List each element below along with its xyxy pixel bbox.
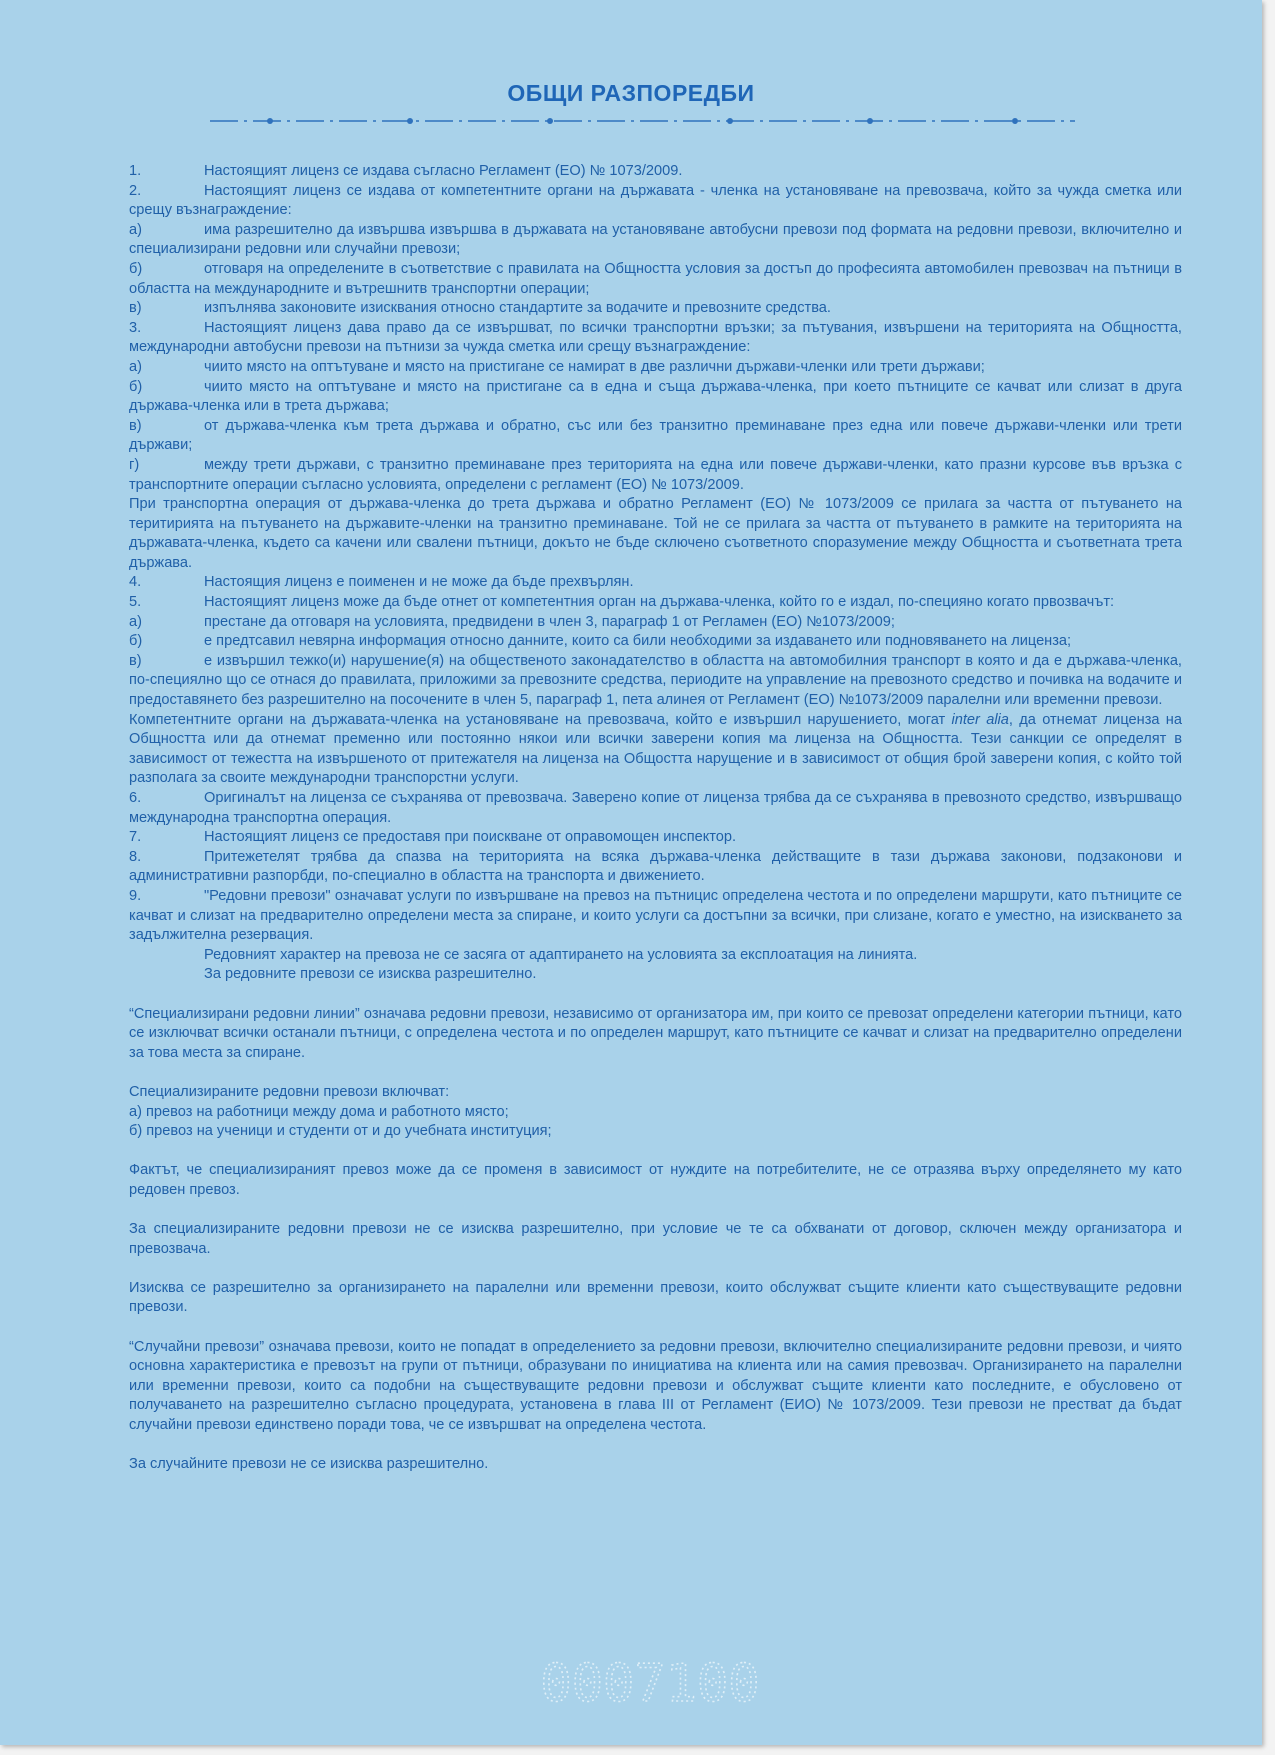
provision-text: Настоящия лиценз е поименен и не може да бъде прехвърлян. bbox=[204, 574, 634, 591]
provision-text: , да отнемат лиценза на Общността или да отнемат пременно или постоянно някои или всички заверени копия ма лиценза на Общността. Тези санкции се определят в зависимост от тежестта на извършеното от притежателя на лиценза на Общостта нарущение и в зависимост от общия брой заверени копия, с който той разполага за своите международни транспорстни услуги. bbox=[129, 711, 1182, 787]
provision-item bbox=[129, 632, 1182, 652]
provision-text: е извършил тежко(и) нарушение(я) на общественото законадателство в областта на автомобилния транспорт в която и да е държава-членка, по-специялно що се отнася до правилата, приложими за превозните средства, периодите на управление на превозното средство и почивка на водачите и предоставянето без разрешително на посочените в член 5, параграф 1, пета алинея от Регламент (ЕО) №1073/2009 паралелни или временни превози. bbox=[129, 652, 1182, 709]
provision-number: в) bbox=[129, 417, 142, 434]
provision-item bbox=[129, 299, 1182, 319]
provision-text: Настоящият лиценз се издава от компетентните органи на държавата - членка на установяване на превозвача, който за чужда сметка или срещу възнаграждение: bbox=[129, 182, 1182, 219]
provision-paragraph bbox=[129, 1005, 1182, 1064]
provision-text: отговаря на определените в съответствие с правилата на Общността условия за достъп до професията автомобилен превозвач на пътници в областта на международните и вътрешнитв транспортни операции; bbox=[129, 260, 1182, 297]
provision-item bbox=[129, 593, 1182, 613]
provision-paragraph bbox=[129, 1279, 1182, 1318]
provision-text: Настоящият лиценз може да бъде отнет от компетентния орган на държава-членка, който го е издал, по-специяно когато првозвачът: bbox=[204, 594, 1115, 611]
provision-text: "Редовни превози" означават услуги по извършване на превоз на пътницис определена честота и по определени маршрути, като пътниците се качват и слизат на предварително определени места за спиране, и които услуги са достъпни за всички, при слизане, когато е уместно, на изискването за задължителна резервация. bbox=[129, 887, 1182, 944]
provision-number: 1. bbox=[129, 163, 142, 179]
provision-number: в) bbox=[129, 652, 142, 669]
provision-paragraph bbox=[129, 1122, 1182, 1142]
provision-item bbox=[129, 358, 1182, 378]
embossed-serial-number bbox=[530, 1653, 770, 1713]
provision-number: г) bbox=[129, 456, 140, 473]
provision-text: чиито място на оптътуване и място на пристигане се намират в две различни държави-членки или трети държави; bbox=[204, 358, 985, 375]
provision-number: 4. bbox=[129, 574, 142, 591]
provision-paragraph bbox=[129, 965, 1182, 985]
paragraph-spacer bbox=[129, 1063, 1182, 1083]
provision-paragraph bbox=[129, 1220, 1182, 1259]
provision-number: 6. bbox=[129, 790, 142, 806]
provision-number: 5. bbox=[129, 594, 142, 611]
latin-phrase: inter alia bbox=[951, 711, 1009, 728]
provisions-text bbox=[129, 162, 1182, 1475]
provision-text: “Специализирани редовни линии” означава редовни превози, независимо от организатора им, при които се превозат определени категории пътници, като се изключват всички останали пътници, с определена честота и по определен маршрут, като пътниците се качват и слизат на предварително определени за това места за спиране. bbox=[129, 1005, 1182, 1061]
provision-text: от държава-членка към трета държава и обратно, със или без транзитно преминаване през една или повече държави-членки или трети държави; bbox=[129, 417, 1182, 454]
provision-text: За случайните превози не се изисква разрешително. bbox=[129, 1456, 489, 1473]
provision-number: б) bbox=[129, 378, 143, 395]
paragraph-spacer bbox=[129, 1318, 1182, 1338]
provision-text: Оригиналът на лиценза се съхранява от превозвача. Заверено копие от лиценза трябва да се съхранява в превозното средство, извършващо международна транспортна операция. bbox=[129, 790, 1182, 826]
provision-item bbox=[129, 789, 1182, 828]
provision-text: чиито място на оптътуване и място на пристигане са в една и съща държава-членка, при което пътниците се качват или слизат в друга държава-членка или в трета държава; bbox=[129, 378, 1182, 415]
provision-text: Специализираните редовни превози включват: bbox=[129, 1083, 450, 1100]
provision-item bbox=[129, 887, 1182, 946]
provision-number: б) bbox=[129, 633, 143, 650]
provision-text: има разрешително да извършва извършва в държавата на установяване автобусни превози под формата на редовни превози, включително и специализирани редовни или случайни превози; bbox=[129, 221, 1182, 258]
provision-paragraph bbox=[129, 946, 1182, 966]
provision-paragraph bbox=[129, 495, 1182, 573]
provision-paragraph bbox=[129, 1161, 1182, 1200]
provision-item bbox=[129, 456, 1182, 495]
provision-number: 9. bbox=[129, 887, 142, 904]
paragraph-spacer bbox=[129, 1200, 1182, 1220]
provision-number: а) bbox=[129, 358, 142, 375]
provision-item bbox=[129, 652, 1182, 711]
provision-item bbox=[129, 221, 1182, 260]
provision-item bbox=[129, 848, 1182, 887]
provision-item bbox=[129, 573, 1182, 593]
provision-paragraph bbox=[129, 1338, 1182, 1436]
provision-number: 2. bbox=[129, 182, 142, 199]
provision-text: Изисква се разрешително за организирането на паралелни или временни превози, които обслужват същите клиенти като съществуващите редовни превози. bbox=[129, 1279, 1182, 1316]
provision-text: Настоящият лиценз се издава съгласно Регламент (ЕО) № 1073/2009. bbox=[204, 163, 683, 179]
provision-item bbox=[129, 260, 1182, 299]
provision-text: При транспортна операция от държава-членка до трета държава и обратно Регламент (ЕО) № 1073/2009 се прилага за частта от пътуването на теритирията на пътуването на държавите-членки на транзитно преминаване. Той не се прилага за частта от пътуването в рамките на територията на държавата-членка, където са качени или свалени пътници, докъто не бъде сключено съответното споразумение между Общността и съответната трета държава. bbox=[129, 496, 1182, 571]
provision-item bbox=[129, 319, 1182, 358]
provision-number: а) bbox=[129, 221, 142, 238]
provision-number: 8. bbox=[129, 848, 142, 865]
provision-paragraph bbox=[129, 1455, 1182, 1475]
provision-text: “Случайни превози” означава превози, които не попадат в определението за редовни превози, включително специализираните редовни превози, и чиято основна характеристика е превозът на групи от пътници, образувани по инициатива на клиента или на самия превозвач. Организирането на паралелни или временни превози, които са подобни на съществуващите редовни превози и обслужват същите клиенти като последните, е обусловено от получаването на разрешително съгласно процедурата, установена в глава III от Регламент (ЕИО) № 1073/2009. Тези превози не престват да бъдат случайни превози единствено поради това, че се извършват на определена честота. bbox=[129, 1338, 1182, 1433]
provision-text: Притежетелят трябва да спазва на територията на всяка държава-членка действащите в тази държава законови, подзаконови и административни разпорбди, по-специално в областта на транспорта и движението. bbox=[129, 848, 1182, 885]
provision-text: престане да отговаря на условията, предвидени в член 3, параграф 1 от Регламен (ЕО) №1073/2009; bbox=[204, 613, 895, 630]
provision-paragraph bbox=[129, 1103, 1182, 1123]
provision-paragraph bbox=[129, 1083, 1182, 1103]
provision-item bbox=[129, 162, 1182, 182]
provision-text: Настоящият лиценз дава право да се извършват, по всички транспортни връзки; за пътувания, извършени на територията на Общността, международни автобусни превози на пътнизи за чужда сметка или срещу възнаграждение: bbox=[129, 319, 1182, 356]
provision-item bbox=[129, 378, 1182, 417]
paragraph-spacer bbox=[129, 1259, 1182, 1279]
provision-text: Редовният характер на превоза не се засяга от адаптирането на условията за експлоатация на линията. bbox=[204, 946, 918, 963]
provision-text: б) превоз на ученици и студенти от и до учебната институция; bbox=[129, 1123, 552, 1140]
paragraph-spacer bbox=[129, 985, 1182, 1005]
provision-text: изпълнява законовите изисквания относно стандартите за водачите и превозните средства. bbox=[204, 300, 831, 317]
provision-item bbox=[129, 828, 1182, 848]
page-title: ОБЩИ РАЗПОРЕДБИ bbox=[507, 80, 755, 106]
provision-text: Настоящият лиценз се предоставя при поискване от оправомощен инспектор. bbox=[204, 829, 737, 846]
provision-item bbox=[129, 182, 1182, 221]
provision-number: в) bbox=[129, 300, 142, 317]
provision-number: а) bbox=[129, 613, 142, 630]
decorative-divider bbox=[210, 114, 1075, 128]
provision-text: между трети държави, с транзитно преминаване през територията на една или повече държави-членки, като празни курсове във връзка с транспортните операции съгласно условията, определени с регламент (ЕО) № 1073/2009. bbox=[129, 456, 1182, 493]
paragraph-spacer bbox=[129, 1436, 1182, 1456]
provision-text: е предтсавил невярна информация относно данните, които са били необходими за издаването или подновяването на лиценза; bbox=[204, 633, 1072, 650]
provision-text: а) превоз на работници между дома и работното място; bbox=[129, 1103, 509, 1120]
provision-paragraph bbox=[129, 711, 1182, 789]
provision-number: 3. bbox=[129, 319, 142, 336]
provision-text: Компетентните органи на държавата-членка на установяване на превозвача, който е извършил нарушението, могат bbox=[129, 711, 952, 728]
serial-number-text: 0007100 bbox=[540, 1654, 760, 1713]
provision-text: Фактът, че специализираният превоз може да се променя в зависимост от нуждите на потребителите, не се отразява върху определянето му като редовен превоз. bbox=[129, 1162, 1182, 1198]
provision-item bbox=[129, 417, 1182, 456]
paragraph-spacer bbox=[129, 1142, 1182, 1162]
provision-item bbox=[129, 613, 1182, 633]
provision-number: 7. bbox=[129, 829, 142, 846]
provision-text: За редовните превози се изисква разрешително. bbox=[204, 966, 537, 983]
provision-text: За специализираните редовни превози не се изисква разрешително, при условие че те са обхванати от договор, сключен между организатора и превозвача. bbox=[129, 1221, 1182, 1257]
provision-number: б) bbox=[129, 260, 143, 277]
